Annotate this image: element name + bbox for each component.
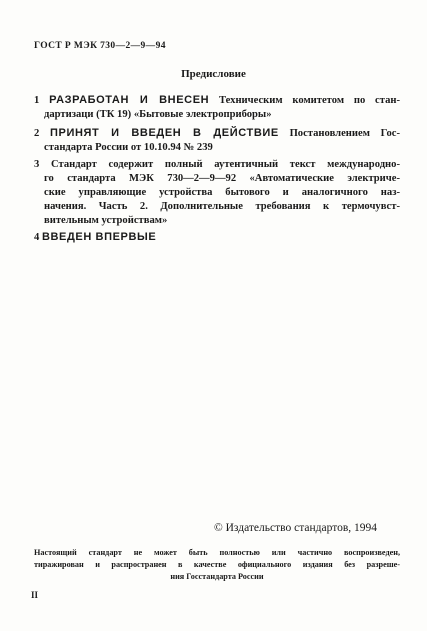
notice-line: ния Госстандарта России — [170, 572, 264, 581]
item-text-line: Постановлением Гос- — [289, 128, 400, 139]
item-text-line: вительным устройствам» — [44, 215, 168, 226]
copyright-notice: © Издательство стандартов, 1994 — [214, 522, 378, 534]
item-number: 1 — [34, 95, 40, 106]
item-text-line: начения. Часть 2. Дополнительные требования к термочувст- — [44, 201, 400, 212]
item-text-line: дартизаци (ТК 19) «Бытовые электроприборы» — [44, 109, 272, 120]
item-text-line: го стандарта МЭК 730—2—9—92 «Автоматические электриче- — [44, 173, 400, 184]
item-text-line: ские управляющие устройства бытового и аналогичного наз- — [44, 187, 400, 198]
notice-line: тиражирован и распространен в качестве официального издания без разреше- — [34, 560, 400, 569]
foreword-item-4 — [34, 230, 400, 245]
item-lead: ВВЕДЕН ВПЕРВЫЕ — [41, 231, 157, 243]
foreword-item-1 — [34, 93, 400, 122]
foreword-item-2 — [34, 126, 400, 155]
standard-designation: ГОСТ Р МЭК 730—2—9—94 — [34, 41, 166, 51]
item-number: 4 — [34, 232, 40, 243]
reproduction-notice — [34, 547, 400, 583]
item-lead: РАЗРАБОТАН И ВНЕСЕН — [49, 94, 210, 106]
notice-line: Настоящий стандарт не может быть полностью или частично воспроизведен, — [34, 548, 400, 557]
page-number: II — [31, 590, 39, 600]
item-number: 3 — [34, 159, 40, 170]
item-number: 2 — [34, 128, 40, 139]
item-text-line: Техническим комитетом по стан- — [219, 95, 401, 106]
item-text-line: Стандарт содержит полный аутентичный текст международно- — [51, 159, 400, 170]
item-text-line: стандарта России от 10.10.94 № 239 — [44, 142, 213, 153]
foreword-item-3 — [34, 158, 400, 228]
page-title: Предисловие — [181, 68, 246, 80]
item-lead: ПРИНЯТ И ВВЕДЕН В ДЕЙСТВИЕ — [50, 127, 279, 139]
